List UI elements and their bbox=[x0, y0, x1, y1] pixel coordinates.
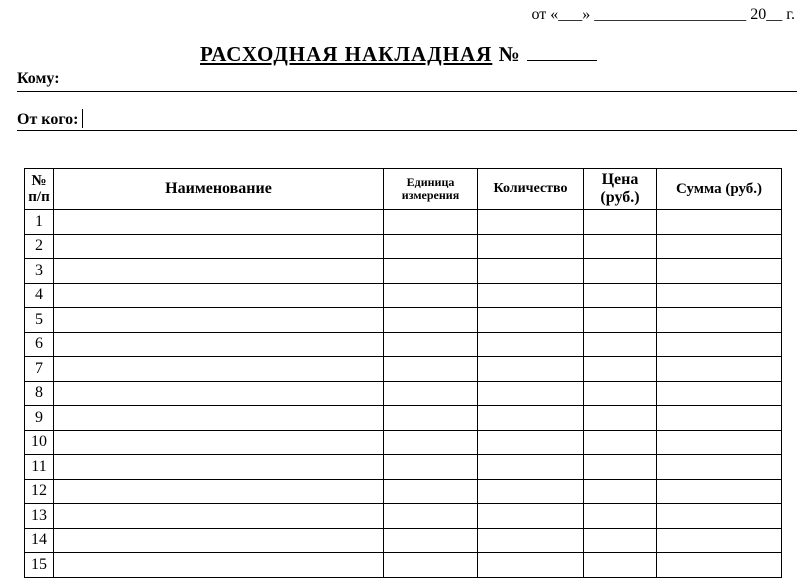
sum-cell[interactable] bbox=[657, 283, 782, 308]
unit-cell[interactable] bbox=[384, 430, 478, 455]
row-number-cell: 13 bbox=[25, 504, 54, 529]
item-name-cell[interactable] bbox=[54, 528, 384, 553]
unit-cell[interactable] bbox=[384, 357, 478, 382]
unit-cell[interactable] bbox=[384, 553, 478, 578]
row-number-cell: 8 bbox=[25, 381, 54, 406]
price-cell[interactable] bbox=[584, 479, 657, 504]
price-cell[interactable] bbox=[584, 357, 657, 382]
text-cursor bbox=[82, 109, 83, 128]
unit-cell[interactable] bbox=[384, 406, 478, 431]
sum-cell[interactable] bbox=[657, 479, 782, 504]
unit-cell[interactable] bbox=[384, 234, 478, 259]
unit-cell[interactable] bbox=[384, 455, 478, 480]
row-number-cell: 1 bbox=[25, 210, 54, 235]
table-row bbox=[25, 308, 782, 333]
quantity-cell[interactable] bbox=[478, 553, 584, 578]
row-number-cell: 10 bbox=[25, 430, 54, 455]
unit-cell[interactable] bbox=[384, 308, 478, 333]
sum-cell[interactable] bbox=[657, 406, 782, 431]
sum-cell[interactable] bbox=[657, 553, 782, 578]
sender-field[interactable] bbox=[17, 109, 797, 129]
sender-underline bbox=[17, 130, 797, 131]
price-cell[interactable] bbox=[584, 210, 657, 235]
table-row bbox=[25, 479, 782, 504]
items-table-body bbox=[25, 210, 782, 578]
table-row bbox=[25, 210, 782, 235]
quantity-cell[interactable] bbox=[478, 430, 584, 455]
row-number-cell: 7 bbox=[25, 357, 54, 382]
row-number-cell: 3 bbox=[25, 259, 54, 284]
item-name-cell[interactable] bbox=[54, 504, 384, 529]
row-number-cell: 11 bbox=[25, 455, 54, 480]
row-number-cell: 6 bbox=[25, 332, 54, 357]
quantity-cell[interactable] bbox=[478, 528, 584, 553]
unit-cell[interactable] bbox=[384, 528, 478, 553]
quantity-cell[interactable] bbox=[478, 259, 584, 284]
item-name-cell[interactable] bbox=[54, 479, 384, 504]
quantity-cell[interactable] bbox=[478, 332, 584, 357]
table-row bbox=[25, 332, 782, 357]
price-cell[interactable] bbox=[584, 406, 657, 431]
table-row bbox=[25, 528, 782, 553]
number-sign: № bbox=[498, 42, 521, 66]
row-number-cell: 4 bbox=[25, 283, 54, 308]
table-header-row bbox=[25, 169, 782, 210]
row-number-cell: 14 bbox=[25, 528, 54, 553]
sender-label: От кого: bbox=[17, 111, 79, 128]
sum-cell[interactable] bbox=[657, 259, 782, 284]
column-header-unit: Единица измерения bbox=[384, 169, 478, 210]
row-number-cell: 9 bbox=[25, 406, 54, 431]
table-row bbox=[25, 455, 782, 480]
item-name-cell[interactable] bbox=[54, 332, 384, 357]
unit-cell[interactable] bbox=[384, 381, 478, 406]
column-header-sum: Сумма (руб.) bbox=[657, 169, 782, 210]
column-header-name: Наименование bbox=[54, 169, 384, 210]
item-name-cell[interactable] bbox=[54, 308, 384, 333]
column-header-number: № п/п bbox=[25, 169, 54, 210]
price-cell[interactable] bbox=[584, 455, 657, 480]
quantity-cell[interactable] bbox=[478, 381, 584, 406]
price-cell[interactable] bbox=[584, 381, 657, 406]
quantity-cell[interactable] bbox=[478, 455, 584, 480]
price-cell[interactable] bbox=[584, 553, 657, 578]
title-text: РАСХОДНАЯ НАКЛАДНАЯ bbox=[200, 42, 493, 66]
quantity-cell[interactable] bbox=[478, 283, 584, 308]
date-line: от «___» ___________________ 20__ г. bbox=[531, 6, 795, 23]
unit-cell[interactable] bbox=[384, 210, 478, 235]
quantity-cell[interactable] bbox=[478, 504, 584, 529]
quantity-cell[interactable] bbox=[478, 210, 584, 235]
price-cell[interactable] bbox=[584, 259, 657, 284]
table-row bbox=[25, 283, 782, 308]
unit-cell[interactable] bbox=[384, 504, 478, 529]
sum-cell[interactable] bbox=[657, 357, 782, 382]
quantity-cell[interactable] bbox=[478, 308, 584, 333]
table-row bbox=[25, 430, 782, 455]
row-number-cell: 5 bbox=[25, 308, 54, 333]
unit-cell[interactable] bbox=[384, 283, 478, 308]
item-name-cell[interactable] bbox=[54, 455, 384, 480]
item-name-cell[interactable] bbox=[54, 357, 384, 382]
column-header-price: Цена (руб.) bbox=[584, 169, 657, 210]
table-row bbox=[25, 381, 782, 406]
sum-cell[interactable] bbox=[657, 210, 782, 235]
item-name-cell[interactable] bbox=[54, 259, 384, 284]
row-number-cell: 2 bbox=[25, 234, 54, 259]
unit-cell[interactable] bbox=[384, 479, 478, 504]
price-cell[interactable] bbox=[584, 308, 657, 333]
table-row bbox=[25, 504, 782, 529]
table-row bbox=[25, 234, 782, 259]
price-cell[interactable] bbox=[584, 528, 657, 553]
item-name-cell[interactable] bbox=[54, 381, 384, 406]
price-cell[interactable] bbox=[584, 504, 657, 529]
invoice-number-field[interactable] bbox=[527, 42, 597, 61]
row-number-cell: 12 bbox=[25, 479, 54, 504]
document-title bbox=[0, 42, 797, 67]
quantity-cell[interactable] bbox=[478, 357, 584, 382]
item-name-cell[interactable] bbox=[54, 553, 384, 578]
item-name-cell[interactable] bbox=[54, 283, 384, 308]
sum-cell[interactable] bbox=[657, 528, 782, 553]
unit-cell[interactable] bbox=[384, 259, 478, 284]
table-row bbox=[25, 357, 782, 382]
row-number-cell: 15 bbox=[25, 553, 54, 578]
quantity-cell[interactable] bbox=[478, 479, 584, 504]
item-name-cell[interactable] bbox=[54, 406, 384, 431]
price-cell[interactable] bbox=[584, 283, 657, 308]
table-row bbox=[25, 259, 782, 284]
recipient-underline bbox=[17, 91, 797, 92]
sum-cell[interactable] bbox=[657, 381, 782, 406]
sum-cell[interactable] bbox=[657, 504, 782, 529]
quantity-cell[interactable] bbox=[478, 234, 584, 259]
sum-cell[interactable] bbox=[657, 455, 782, 480]
sum-cell[interactable] bbox=[657, 430, 782, 455]
sum-cell[interactable] bbox=[657, 332, 782, 357]
price-cell[interactable] bbox=[584, 234, 657, 259]
price-cell[interactable] bbox=[584, 332, 657, 357]
recipient-field[interactable] bbox=[17, 70, 797, 90]
price-cell[interactable] bbox=[584, 430, 657, 455]
recipient-label: Кому: bbox=[17, 70, 60, 87]
item-name-cell[interactable] bbox=[54, 430, 384, 455]
item-name-cell[interactable] bbox=[54, 210, 384, 235]
sum-cell[interactable] bbox=[657, 234, 782, 259]
quantity-cell[interactable] bbox=[478, 406, 584, 431]
items-table bbox=[24, 168, 782, 578]
table-row bbox=[25, 406, 782, 431]
unit-cell[interactable] bbox=[384, 332, 478, 357]
item-name-cell[interactable] bbox=[54, 234, 384, 259]
column-header-quantity: Количество bbox=[478, 169, 584, 210]
table-row bbox=[25, 553, 782, 578]
sum-cell[interactable] bbox=[657, 308, 782, 333]
